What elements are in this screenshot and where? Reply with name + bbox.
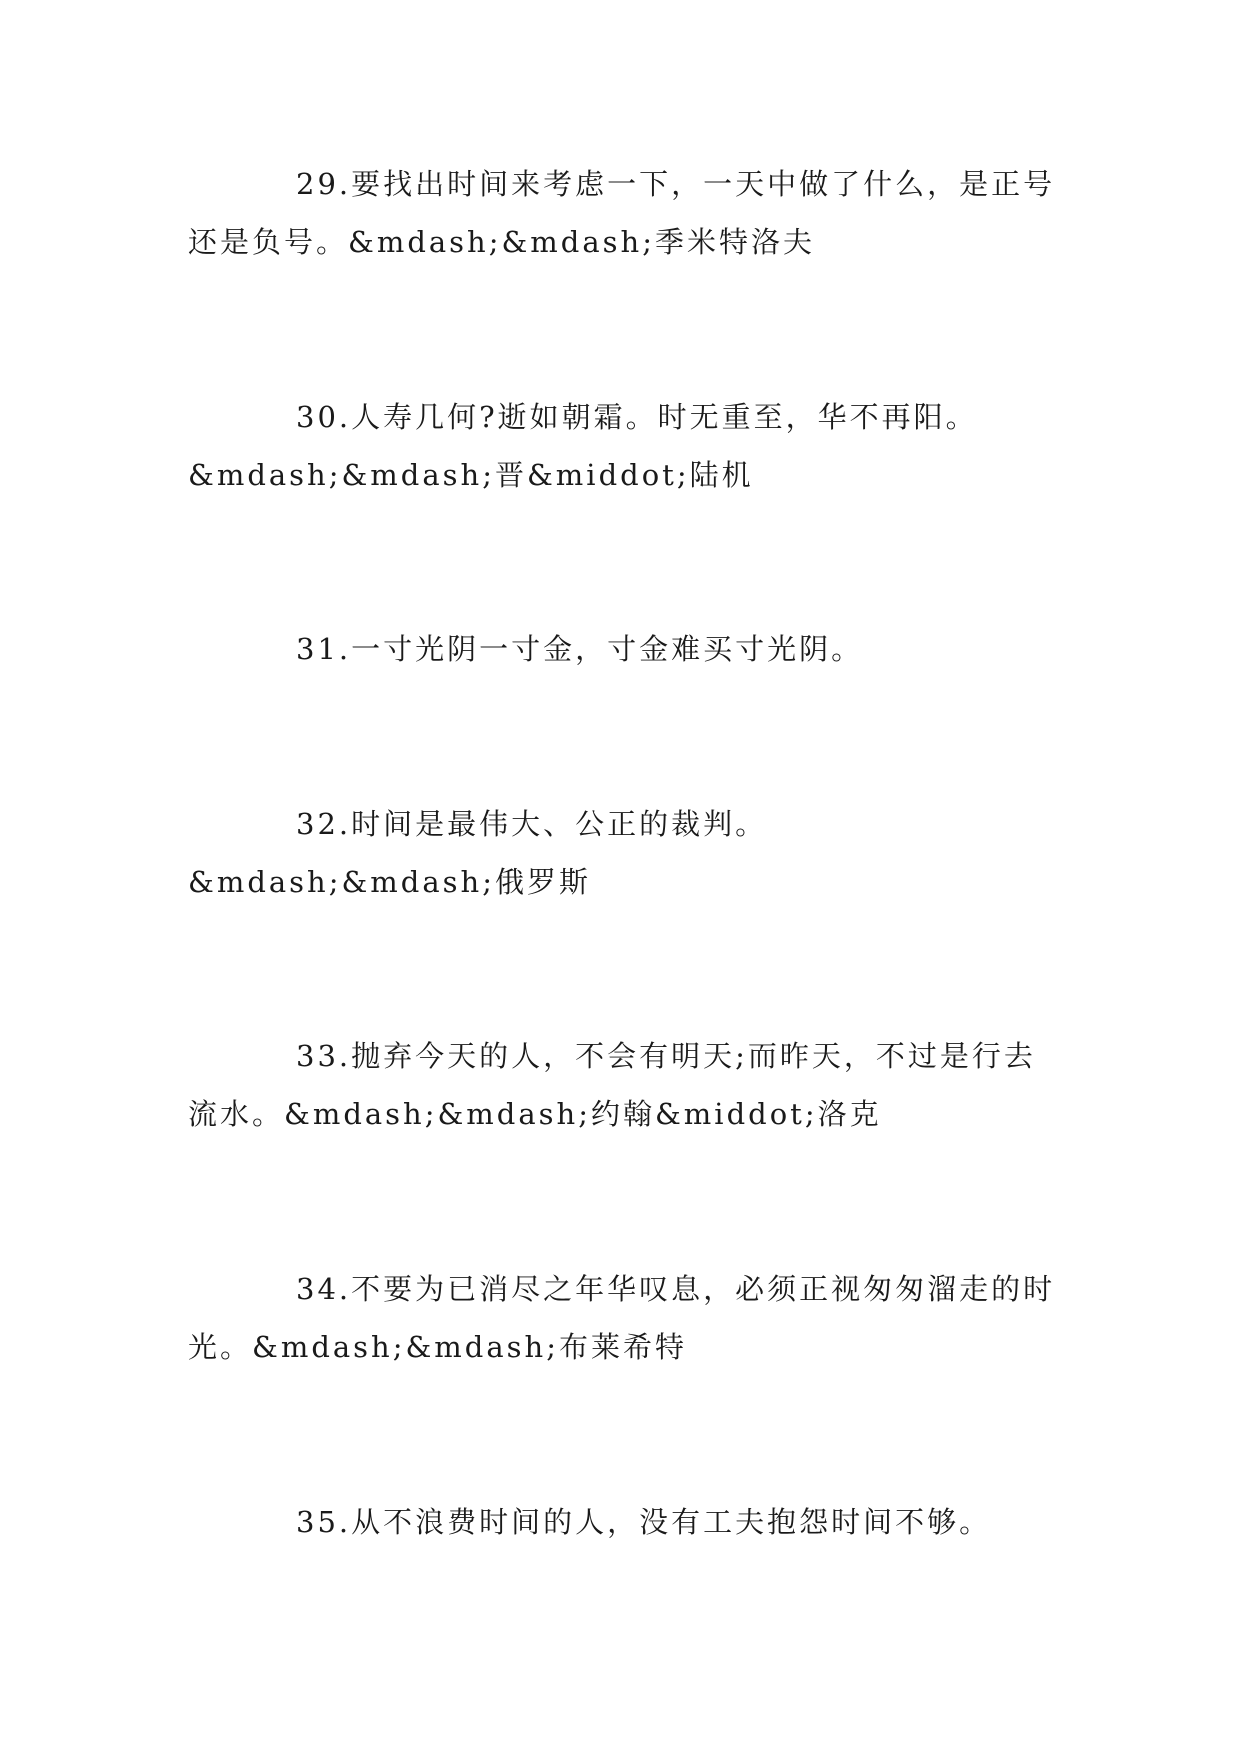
quote-paragraph-31 xyxy=(188,620,1058,678)
quote-paragraph-30 xyxy=(188,388,1058,504)
quote-text: 32.时间是最伟大、公正的裁判。&mdash;&mdash;俄罗斯 xyxy=(188,807,768,899)
quote-paragraph-33 xyxy=(188,1027,1058,1143)
quote-paragraph-29 xyxy=(188,155,1058,271)
quote-text: 35.从不浪费时间的人，没有工夫抱怨时间不够。 xyxy=(296,1505,992,1539)
quote-text: 33.抛弃今天的人，不会有明天;而昨天，不过是行去流水。&mdash;&mdash;约翰&middot;洛克 xyxy=(188,1039,1036,1131)
quote-text: 30.人寿几何?逝如朝霜。时无重至，华不再阳。&mdash;&mdash;晋&middot;陆机 xyxy=(188,400,978,492)
quote-paragraph-32 xyxy=(188,795,1058,911)
quote-text: 34.不要为已消尽之年华叹息，必须正视匆匆溜走的时光。&mdash;&mdash;布莱希特 xyxy=(188,1272,1056,1364)
quote-text: 29.要找出时间来考虑一下，一天中做了什么，是正号还是负号。&mdash;&mdash;季米特洛夫 xyxy=(188,167,1056,259)
quote-paragraph-35 xyxy=(188,1493,1058,1551)
quote-text: 31.一寸光阴一寸金，寸金难买寸光阴。 xyxy=(296,632,864,666)
quote-paragraph-34 xyxy=(188,1260,1058,1376)
